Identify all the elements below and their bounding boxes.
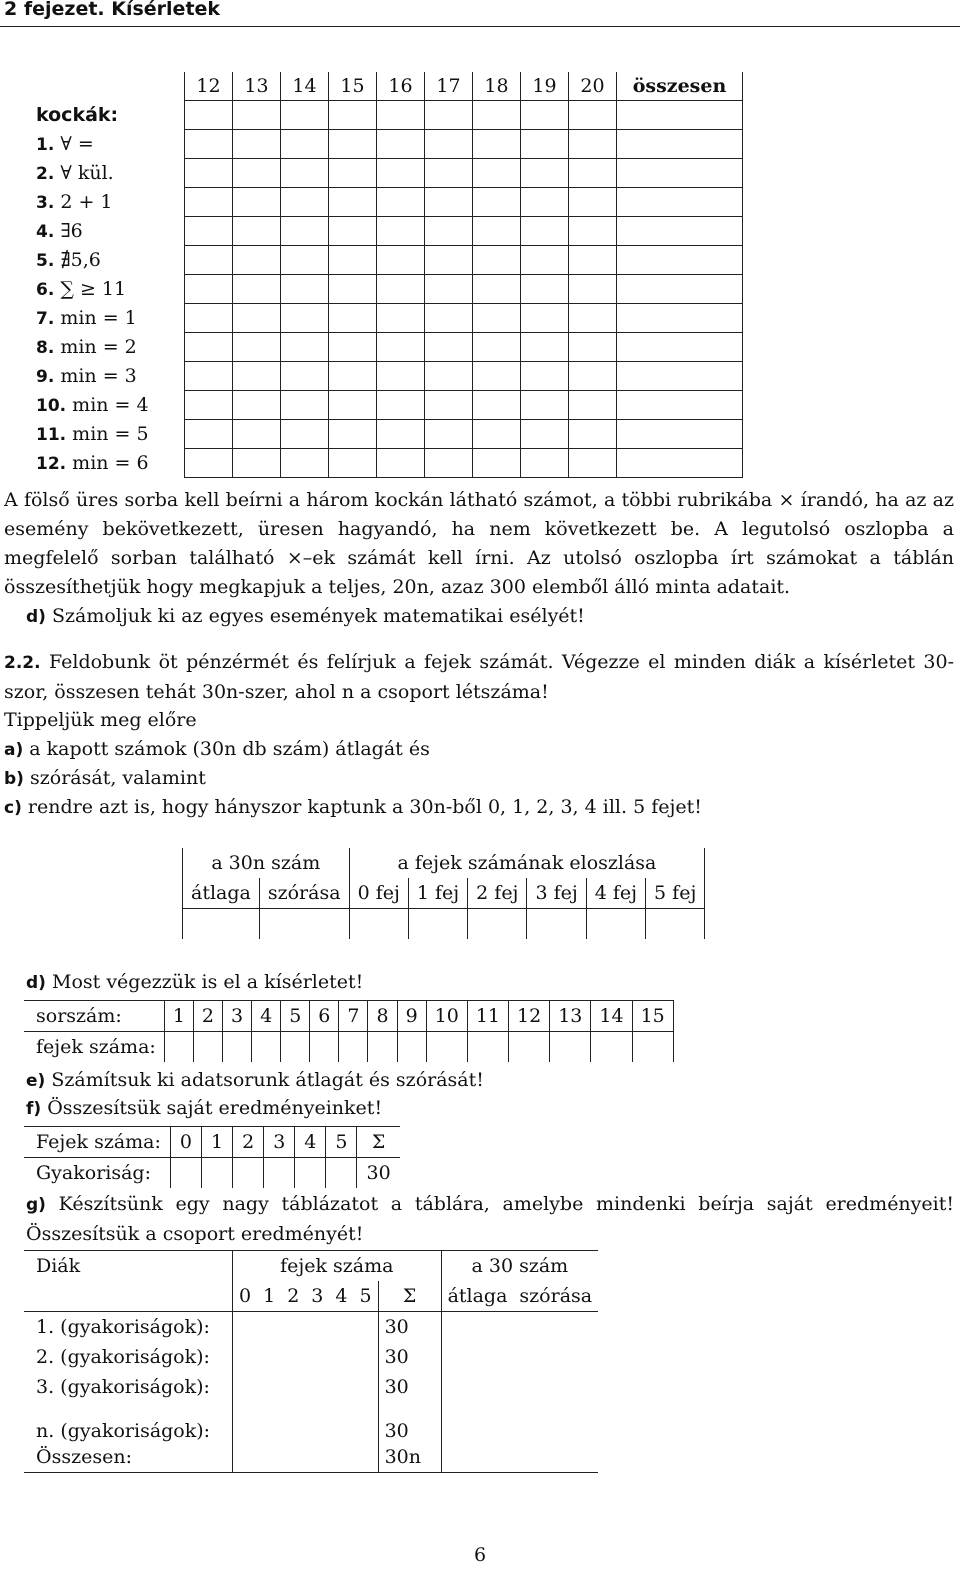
page-number: 6 [473, 1544, 487, 1566]
column-header: 1 [263, 1285, 276, 1307]
column-header: 4 [295, 1127, 326, 1158]
trial-number: 15 [632, 1001, 673, 1032]
table-header-row [24, 1251, 598, 1282]
summary-table [24, 1126, 400, 1188]
column-header: szórása [259, 878, 349, 909]
column-header: 15 [329, 72, 377, 101]
column-header: átlaga [183, 878, 260, 909]
trial-number: 6 [310, 1001, 339, 1032]
column-header: 3 fej [527, 878, 586, 909]
table-row [24, 362, 743, 391]
table-row [24, 333, 743, 362]
table-row: 2. (gyakoriságok): 30 [24, 1342, 598, 1372]
table-row [24, 420, 743, 449]
event-label: 12. min = 6 [24, 449, 185, 478]
column-header: 17 [425, 72, 473, 101]
column-header: 5 [353, 1281, 378, 1312]
column-header: Σ [378, 1281, 441, 1312]
instructions-paragraph: A fölső üres sorba kell beírni a három kockán látható számot, a többi rubrikába × írandó, ha az az esemény bekövetkezett, üresen hagyandó, ha nem következett be. A legutolsó oszlopba a megfelelő sorban található ×–ek számát kell írni. Az utolsó oszlopba írt számokat a táblán összesíthetjük hogy megkapjuk a teljes, 20n, azaz 300 elemből álló minta adatait. [4, 489, 954, 598]
column-header: 5 fej [646, 878, 705, 909]
event-label: 8. min = 2 [24, 333, 185, 362]
table-row: Összesen: 30n [24, 1442, 598, 1473]
cross-symbol: × [778, 489, 795, 511]
table-row [24, 304, 743, 333]
group-header: a 30 szám [471, 1255, 569, 1277]
event-label: 2. ∀ kül. [24, 159, 185, 188]
tip-line: Tippeljük meg előre [4, 709, 197, 731]
group-results-table [24, 1250, 598, 1473]
trial-number: 9 [397, 1001, 426, 1032]
table-row [24, 159, 743, 188]
event-label: 9. min = 3 [24, 362, 185, 391]
table-row: 1. (gyakoriságok): 30 [24, 1312, 598, 1343]
table-row [24, 391, 743, 420]
table-row [24, 217, 743, 246]
column-header: 13 [233, 72, 281, 101]
item-b: b) szórását, valamint [4, 767, 206, 789]
column-header: 3 [264, 1127, 295, 1158]
event-label: 11. min = 5 [24, 420, 185, 449]
column-header: 1 [202, 1127, 233, 1158]
column-header: 20 [569, 72, 617, 101]
trial-number: 11 [467, 1001, 508, 1032]
column-header: 0 [239, 1285, 252, 1307]
column-header: átlaga [447, 1285, 508, 1307]
column-header: 4 [335, 1285, 348, 1307]
table-row [24, 101, 743, 130]
table-row [24, 1032, 673, 1063]
column-header: 16 [377, 72, 425, 101]
event-label: 4. ∃6 [24, 217, 185, 246]
row-label: fejek száma: [24, 1032, 164, 1063]
row-label: Gyakoriság: [24, 1158, 170, 1189]
row-label: Fejek száma: [24, 1127, 170, 1158]
column-header: 19 [521, 72, 569, 101]
trial-number: 8 [368, 1001, 397, 1032]
event-label: 1. ∀ = [24, 130, 185, 159]
table-row: 3. (gyakoriságok): 30 [24, 1372, 598, 1402]
column-header: 14 [281, 72, 329, 101]
table-row [24, 130, 743, 159]
trial-number: 12 [509, 1001, 550, 1032]
column-header: 18 [473, 72, 521, 101]
row-label: sorszám: [24, 1001, 164, 1032]
header-rule [0, 26, 960, 27]
event-label: 7. min = 1 [24, 304, 185, 333]
column-header: 5 [326, 1127, 357, 1158]
chapter-header: 2 fejezet. Kísérletek [4, 0, 221, 20]
item-d-2: d) Most végezzük is el a kísérletet! [26, 971, 364, 993]
table-header-row [24, 1281, 598, 1312]
trial-number: 7 [339, 1001, 368, 1032]
column-header: 1 fej [408, 878, 467, 909]
table-header-row [183, 848, 705, 878]
column-header: 0 fej [349, 878, 408, 909]
trial-number: 5 [281, 1001, 310, 1032]
table-row [24, 1158, 400, 1189]
event-label: 5. ∄5,6 [24, 246, 185, 275]
total-column-header: összesen [617, 72, 743, 101]
event-label: 3. 2 + 1 [24, 188, 185, 217]
prediction-table [182, 848, 705, 939]
event-label: 6. ∑ ≥ 11 [24, 275, 185, 304]
trial-number: 2 [193, 1001, 222, 1032]
group-header: a fejek számának eloszlása [349, 848, 705, 878]
item-g: g) Készítsünk egy nagy táblázatot a táblára, amelybe mindenki beírja saját eredményeit! Összesítsük a csoport eredményét! [26, 1193, 954, 1245]
group-header: a 30n szám [183, 848, 350, 878]
column-header: szórása [519, 1285, 593, 1307]
table-header-row [24, 72, 743, 101]
column-header: 2 [233, 1127, 264, 1158]
trial-number: 10 [426, 1001, 467, 1032]
column-header: Diák [24, 1251, 233, 1282]
cross-symbol: × [286, 547, 303, 569]
item-e: e) Számítsuk ki adatsorunk átlagát és szórását! [26, 1069, 484, 1091]
column-header: 4 fej [586, 878, 645, 909]
column-header: 12 [185, 72, 233, 101]
table-row [24, 1127, 400, 1158]
trial-number: 3 [223, 1001, 252, 1032]
item-d-1: d) Számoljuk ki az egyes események matematikai esélyét! [26, 605, 585, 627]
table-row [24, 275, 743, 304]
dice-events-table [24, 72, 743, 478]
table-row [24, 246, 743, 275]
total-value: 30 [366, 1162, 391, 1184]
table-row [24, 1001, 673, 1032]
item-c: c) rendre azt is, hogy hányszor kaptunk a 30n-ből 0, 1, 2, 3, 4 ill. 5 fejet! [4, 796, 702, 818]
table-row: n. (gyakoriságok): 30 [24, 1402, 598, 1442]
item-f: f) Összesítsük saját eredményeinket! [26, 1097, 383, 1119]
group-header: fejek száma [233, 1251, 442, 1282]
trial-number: 1 [164, 1001, 193, 1032]
column-header: 2 [287, 1285, 300, 1307]
column-header: Σ [371, 1131, 386, 1153]
table-row [24, 449, 743, 478]
trial-number: 14 [591, 1001, 632, 1032]
column-header: 3 [311, 1285, 324, 1307]
table-header-row [183, 878, 705, 909]
table-row [183, 909, 705, 940]
table-row [24, 188, 743, 217]
column-header: 2 fej [468, 878, 527, 909]
experiment-table [24, 1000, 674, 1062]
event-label: 10. min = 4 [24, 391, 185, 420]
trial-number: 13 [550, 1001, 591, 1032]
section-label: kockák: [24, 101, 185, 130]
column-header: 0 [170, 1127, 201, 1158]
section-2-2: 2.2. Feldobunk öt pénzérmét és felírjuk a fejek számát. Végezze el minden diák a kísérletet 30-szor, összesen tehát 30n-szer, ahol n a csoport létszáma! [4, 651, 954, 703]
item-a: a) a kapott számok (30n db szám) átlagát és [4, 738, 430, 760]
trial-number: 4 [252, 1001, 281, 1032]
